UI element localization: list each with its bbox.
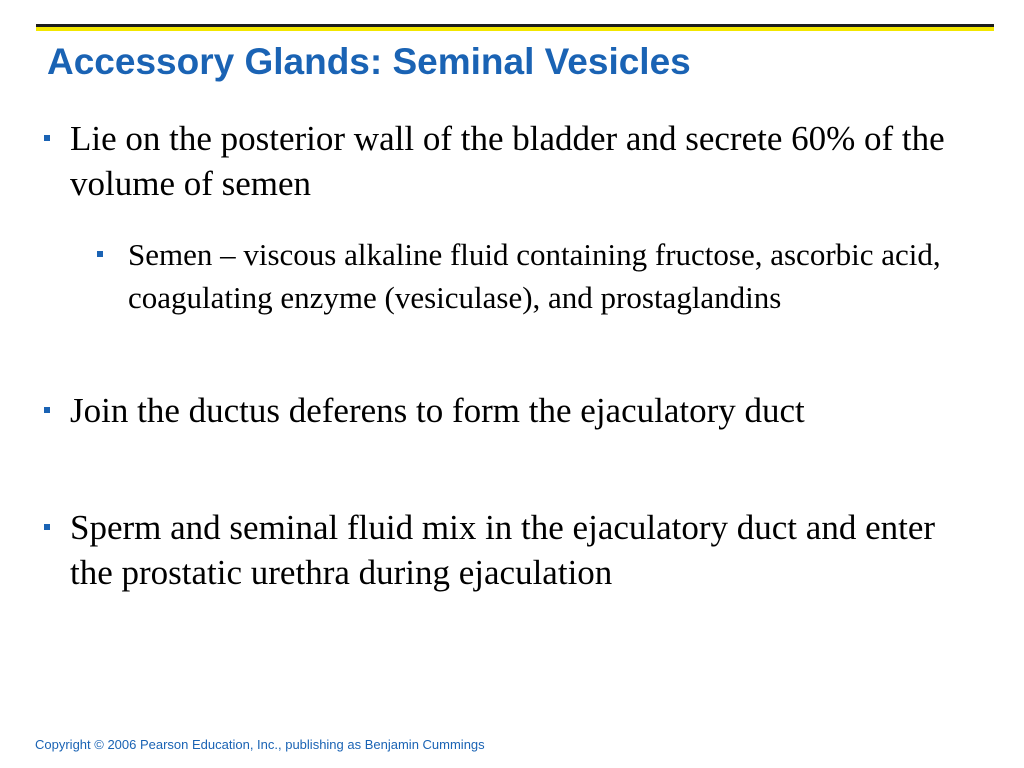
square-bullet-icon bbox=[44, 524, 50, 530]
bullet-text: Sperm and seminal fluid mix in the ejaculatory duct and enter the prostatic urethra during ejaculation bbox=[70, 508, 936, 592]
square-bullet-icon bbox=[97, 251, 103, 257]
copyright-footer: Copyright © 2006 Pearson Education, Inc., publishing as Benjamin Cummings bbox=[35, 737, 485, 752]
slide-title: Accessory Glands: Seminal Vesicles bbox=[47, 41, 691, 82]
bullet-text: Semen – viscous alkaline fluid containing fructose, ascorbic acid, coagulating enzyme (vesiculase), and prostaglandins bbox=[128, 237, 941, 315]
bullet-text: Join the ductus deferens to form the ejaculatory duct bbox=[70, 391, 805, 430]
bullet-item-1 bbox=[70, 116, 960, 206]
bullet-item-3 bbox=[70, 505, 960, 595]
bullet-text: Lie on the posterior wall of the bladder and secrete 60% of the volume of semen bbox=[70, 119, 945, 203]
sub-bullet-item-1 bbox=[128, 233, 958, 319]
bullet-item-2 bbox=[70, 388, 960, 433]
square-bullet-icon bbox=[44, 135, 50, 141]
square-bullet-icon bbox=[44, 407, 50, 413]
